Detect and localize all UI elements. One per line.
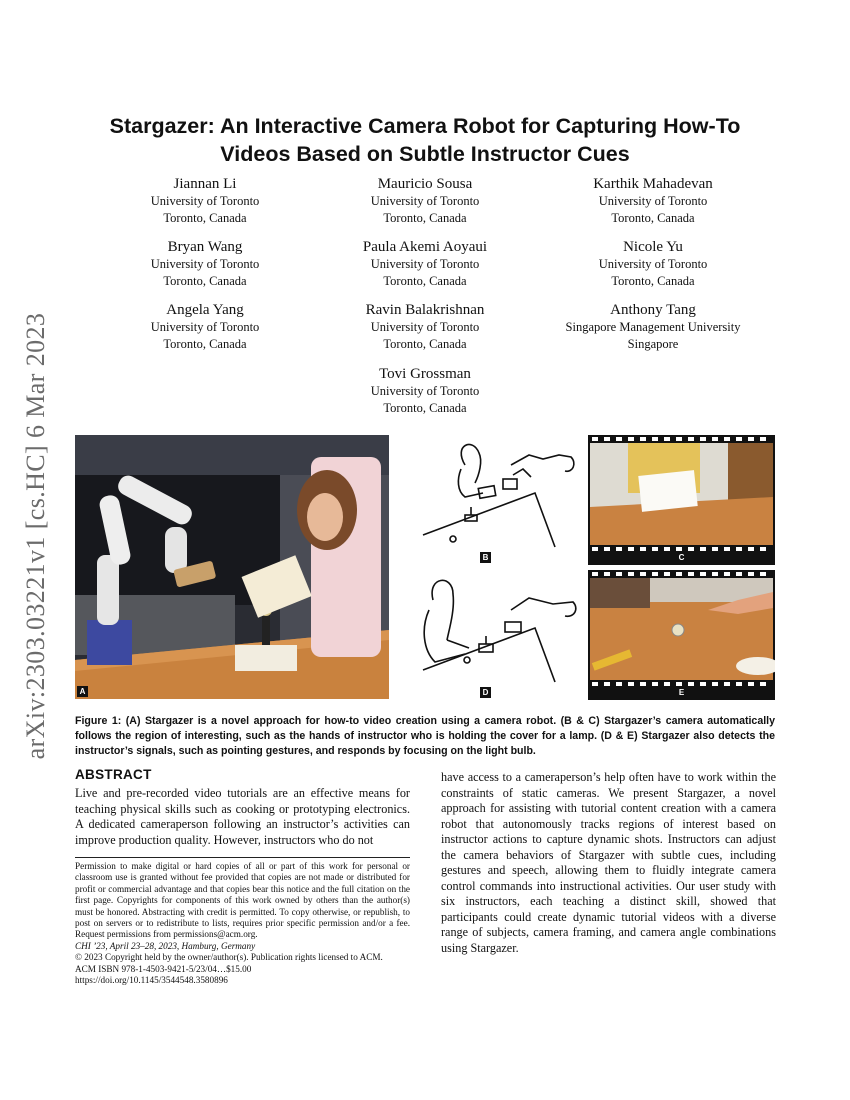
figure-panel-c [588,435,775,565]
arxiv-id: arXiv:2303.03221v1 [cs.HC] 6 Mar 2023 [21,312,50,760]
author-name: Nicole Yu [623,239,683,255]
paper-title [60,112,790,168]
author-location: Toronto, Canada [163,211,247,225]
author-block [523,238,783,290]
abstract-heading: ABSTRACT [75,767,152,782]
author-name: Mauricio Sousa [377,176,473,192]
author-name: Karthik Mahadevan [593,176,713,192]
author-affiliation: University of Toronto [598,257,708,271]
author-name: Paula Akemi Aoyaui [362,239,488,255]
isbn-line: ACM ISBN 978-1-4503-9421-5/23/04…$15.00 [75,963,252,974]
author-affiliation: University of Toronto [370,384,480,398]
author-affiliation: University of Toronto [150,194,260,208]
author-block [295,175,555,227]
author-name: Ravin Balakrishnan [365,302,485,318]
author-affiliation: University of Toronto [370,257,480,271]
author-location: Toronto, Canada [611,211,695,225]
author-name: Tovi Grossman [379,366,471,382]
author-affiliation: University of Toronto [370,194,480,208]
author-block [295,301,555,353]
author-block [295,238,555,290]
author-affiliation: University of Toronto [598,194,708,208]
author-block [295,365,555,417]
author-block [523,301,783,353]
abstract-left-column: Live and pre-recorded video tutorials are an effective means for teaching physical skills such as cooking or prototyping electronics. A dedicated cameraperson following an instructor’s activities can improve production quality. However, instructors who do not [75,786,410,847]
robot-photo [75,435,389,699]
panel-label-c: C [676,552,687,563]
author-block [523,175,783,227]
author-location: Toronto, Canada [383,337,467,351]
author-location: Toronto, Canada [163,274,247,288]
doi-link[interactable]: https://doi.org/10.1145/3544548.3580896 [75,975,228,986]
sketch-illustration-d [413,570,583,700]
panel-label-d: D [480,687,491,698]
author-location: Toronto, Canada [383,274,467,288]
title-line-1: Stargazer: An Interactive Camera Robot for Capturing How-To [109,114,741,138]
author-name: Jiannan Li [173,176,237,192]
figure-panel-b [413,435,583,565]
figure-panel-a [75,435,389,699]
sketch-illustration-b [413,435,583,565]
copyright-line: © 2023 Copyright held by the owner/author(s). Publication rights licensed to ACM. [75,952,383,963]
figure-caption: Figure 1: (A) Stargazer is a novel approach for how-to video creation using a camera robot. (B & C) Stargazer’s camera automatically follows the region of interesting, such as the hands of instructor who is holding the cover for a lamp. (D & E) Stargazer also detects the instructor’s signals, such as pointing gestures, and responds by focusing on the light bulb. [75,715,775,757]
arxiv-sidebar-stamp [14,296,58,776]
author-name: Bryan Wang [167,239,243,255]
figure-panel-d [413,570,583,700]
author-name: Angela Yang [166,302,244,318]
panel-label-b: B [480,552,491,563]
author-affiliation: University of Toronto [370,320,480,334]
panel-label-e: E [676,687,687,698]
author-affiliation: Singapore Management University [565,320,741,334]
author-location: Toronto, Canada [383,211,467,225]
film-frame-e [588,570,775,700]
film-frame-c [588,435,775,565]
figure-panel-e [588,570,775,700]
author-location: Singapore [627,337,679,351]
author-affiliation: University of Toronto [150,320,260,334]
permission-text: Permission to make digital or hard copies of all or part of this work for personal or classroom use is granted without fee provided that copies are not made or distributed for profit or commercial advantage and that copies bear this notice and the full citation on the first page. Copyrights for components of this work owned by others than the author(s) must be honored. Abstracting with credit is permitted. To copy otherwise, or republish, to post on servers or to redistribute to lists, requires prior specific permission and/or a fee. Request permissions from permissions@acm.org. [75,861,410,940]
footnote-rule [75,857,410,858]
author-location: Toronto, Canada [383,401,467,415]
abstract-right-column: have access to a cameraperson’s help often have to work within the constraints of static cameras. We present Stargazer, a novel approach for assisting with tutorial content creation with a camera robot that autonomously tracks regions of interest based on instructor actions to capture dynamic shots. Instructors can adjust the camera behaviors of Stargazer with subtle cues, including gestures and speech, allowing them to fluidly integrate camera control commands into instructional activities. Our user study with six instructors, each teaching a distinct skill, showed that participants could create dynamic tutorial videos with a diverse range of subjects, camera framing, and camera angle combinations using Stargazer. [441,770,776,955]
title-line-2: Videos Based on Subtle Instructor Cues [220,142,630,166]
venue-line: CHI ’23, April 23–28, 2023, Hamburg, Germany [75,940,256,951]
author-location: Toronto, Canada [163,337,247,351]
author-affiliation: University of Toronto [150,257,260,271]
author-location: Toronto, Canada [611,274,695,288]
permission-footnote [75,861,410,986]
author-name: Anthony Tang [610,302,696,318]
panel-label-a: A [77,686,88,697]
